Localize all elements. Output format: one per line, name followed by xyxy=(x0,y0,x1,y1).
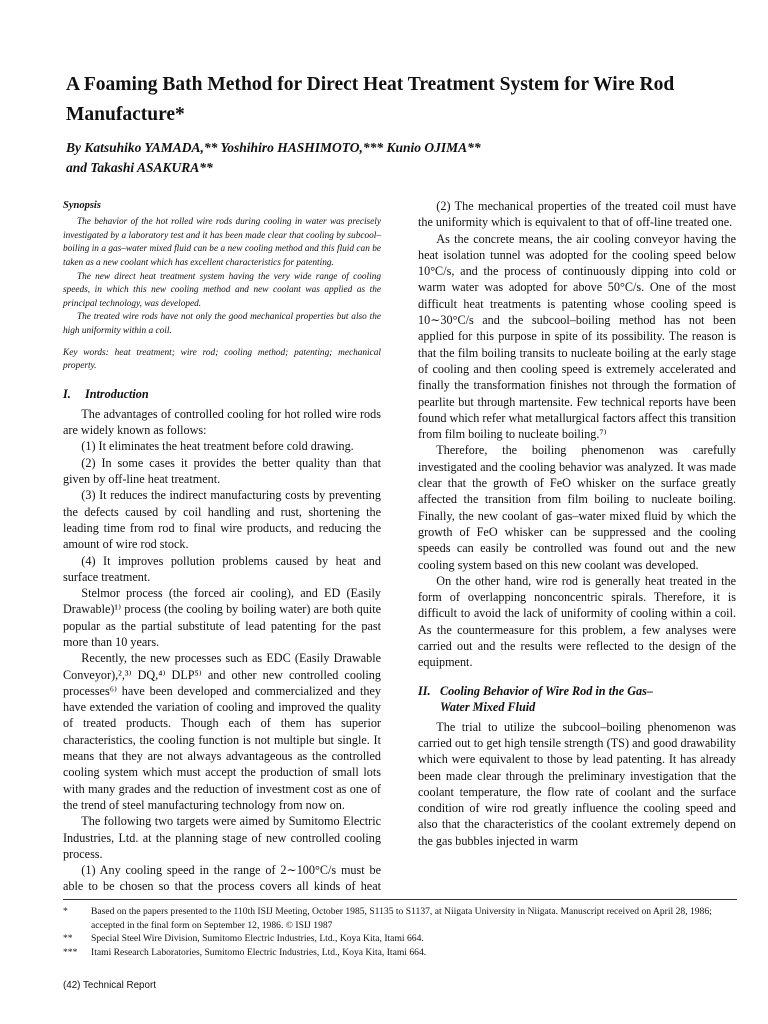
section-title: Introduction xyxy=(85,386,149,401)
body-paragraph: As the concrete means, the air cooling conveyor having the heat isolation tunnel was adopted for the cooling speed below 10°C/s, and the process of continuously dipping into cold or warm water was adopted for above 50°C/s. One of the most difficult heat treatments is patenting whose cooling speed is 10∼30°C/s and the subcool–boiling method has not been applied for this purpose in spite of its possibility. The reason is that the film boiling transits to nucleate boiling at the early stage of cooling and then cooling speed is extremely accelerated and finally the transformation finishes not through the formation of pearlite but through martensite. Few technical reports have been found which refer what metallurgical factors affect this transition from film boiling to nucleate boiling.⁷⁾ xyxy=(418,231,736,442)
section-title-continued: Water Mixed Fluid xyxy=(440,699,536,714)
body-paragraph: (3) It reduces the indirect manufacturing costs by preventing the defects caused by coil handling and rust, shortening the leading time from rod to final wire products, and reducing the amount of wire rod stock. xyxy=(63,488,381,552)
synopsis-heading: Synopsis xyxy=(63,200,101,211)
left-column xyxy=(63,198,381,895)
synopsis-paragraph: The treated wire rods have not only the good mechanical properties but also the high uniformity within a coil. xyxy=(63,312,381,337)
paper-title: A Foaming Bath Method for Direct Heat Treatment System for Wire Rod Manufacture* xyxy=(66,74,675,125)
footnote-mark: * xyxy=(63,906,68,917)
synopsis-paragraph: The new direct heat treatment system having the very wide range of cooling speeds, in which this new cooling method and new coolant was applied as the principal technology, was developed. xyxy=(63,271,381,309)
footnote-mark: ** xyxy=(63,933,73,944)
body-paragraph: The trial to utilize the subcool–boiling phenomenon was carried out to get high tensile strength (TS) and good drawability which were equivalent to those by lead patenting. It has already been made clear through the preliminary investigation that the coolant temperature, the flow rate of coolant and the surface condition of wire rod greatly influence the cooling speed and also that the characteristics of the coolant extremely depend on the gas bubbles injected in warm xyxy=(418,719,736,848)
authors-line-1: By Katsuhiko YAMADA,** Yoshihiro HASHIMOTO,*** Kunio OJIMA** xyxy=(66,140,481,155)
footnote-text: Itami Research Laboratories, Sumitomo Electric Industries, Ltd., Koya Kita, Itami 664. xyxy=(91,946,427,958)
authors-line-2: and Takashi ASAKURA** xyxy=(66,160,213,175)
body-paragraph: Therefore, the boiling phenomenon was carefully investigated and the cooling behavior was analyzed. It was made clear that the growth of FeO whisker on the surface greatly affected the transition from film boiling to nucleate boiling. Finally, the new coolant of gas–water mixed fluid by which the growth of FeO whisker can be suppressed and the cooling speeds can easily be controlled was found out and the new cooling system based on this new coolant was developed. xyxy=(418,443,736,572)
section-number: I. xyxy=(63,386,71,401)
footnote-text: Based on the papers presented to the 110th ISIJ Meeting, October 1985, S1135 to S1137, at Niigata University in Niigata. Manuscript received on April 28, 1986; accepted in the final form on September 12, 1986. © ISIJ 1987 xyxy=(91,906,712,931)
footnote xyxy=(63,905,743,932)
footnote-text: Special Steel Wire Division, Sumitomo Electric Industries, Ltd., Koya Kita, Itami 664. xyxy=(91,933,424,944)
keywords: Key words: heat treatment; wire rod; cooling method; patenting; mechanical property. xyxy=(63,347,381,372)
synopsis-paragraph: The behavior of the hot rolled wire rods during cooling in water was precisely investigated by a laboratory test and it has been made clear that cooling by subcool–boiling in a gas–water mixed fluid can be a new cooling method and this fluid can be taken as a new coolant which has excellent characteristics for patenting. xyxy=(63,217,381,269)
page-footer: (42) Technical Report xyxy=(63,980,156,991)
section-heading-introduction xyxy=(63,386,381,402)
body-paragraph: Stelmor process (the forced air cooling), and ED (Easily Drawable)¹⁾ process (the cooling by boiling water) are both quite popular as the partial substitute of lead patenting for the past more than 10 years. xyxy=(63,586,381,649)
body-paragraph: (1) Any cooling speed in the range of 2∼100°C/s must be able to be chosen so that the process covers all kinds of heat xyxy=(63,863,381,894)
body-paragraph: (1) It eliminates the heat treatment before cold drawing. xyxy=(81,439,354,454)
body-paragraph: (4) It improves pollution problems caused by heat and surface treatment. xyxy=(63,553,381,584)
body-paragraph: (2) The mechanical properties of the treated coil must have the uniformity which is equivalent to that of off-line treated one. xyxy=(418,199,736,230)
body-paragraph: On the other hand, wire rod is generally heat treated in the form of overlapping nonconcentric spirals. Therefore, it is difficult to avoid the lack of uniformity of cooling within a coil. As the countermeasure for this problem, a few analyses were carried out and the results were reflected to the design of the equipment. xyxy=(418,573,736,670)
body-paragraph: Recently, the new processes such as EDC (Easily Drawable Conveyor),²,³⁾ DQ,⁴⁾ DLP⁵⁾ and other new controlled cooling processes⁶⁾ have been developed and commercialized and they have extended the variation of cooling and improved the quality of treated products. Though each of them has superior characteristics, the cooling function is not multiple but single. It means that they are not always advantageous as the controlled cooling system which must accept the production of small lots with many grades and the reduction of investment cost as one of the trend of steel manufacturing technology from now on. xyxy=(63,651,381,812)
synopsis-body xyxy=(63,216,381,338)
right-column xyxy=(418,198,736,849)
section-number: II. xyxy=(418,683,431,698)
footnote-divider xyxy=(63,899,737,900)
body-paragraph: (2) In some cases it provides the better quality than that given by off-line heat treatment. xyxy=(63,455,381,487)
footnote xyxy=(63,932,743,946)
footnote-mark: *** xyxy=(63,946,78,958)
footnotes xyxy=(63,905,743,959)
body-paragraph: The advantages of controlled cooling for hot rolled wire rods are widely known as follows: xyxy=(63,406,381,438)
section-heading-cooling-behavior xyxy=(418,683,736,715)
section-title: Cooling Behavior of Wire Rod in the Gas– xyxy=(440,683,653,698)
author-list xyxy=(66,138,706,178)
footnote xyxy=(63,946,743,960)
body-paragraph: The following two targets were aimed by Sumitomo Electric Industries, Ltd. at the planning stage of new controlled cooling process. xyxy=(63,814,381,861)
